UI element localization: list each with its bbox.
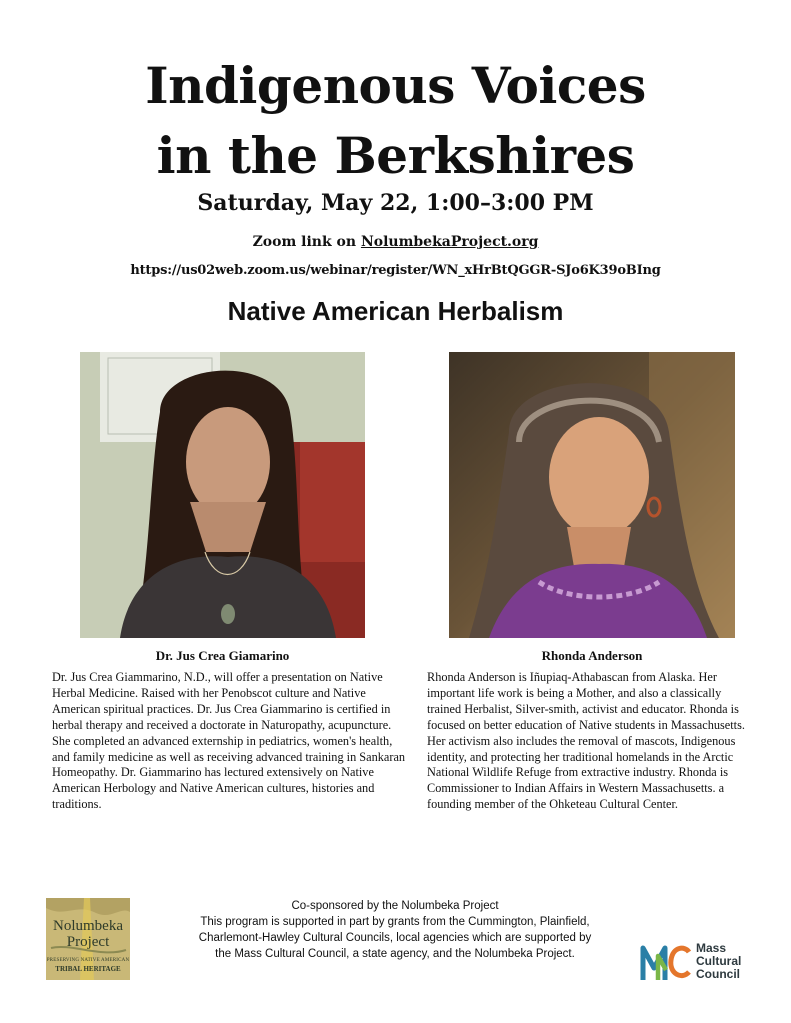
mcc-line2: Cultural (696, 954, 742, 968)
speaker-photo-left (80, 352, 365, 638)
nolumbeka-logo (46, 898, 130, 980)
mcc-line1: Mass (696, 941, 727, 955)
speaker-bio-right (427, 670, 752, 813)
credit-line-3: Charlemont-Hawley Cultural Councils, local agencies which are supported by (198, 932, 592, 944)
speaker-name-left: Dr. Jus Crea Giamarino (155, 648, 290, 663)
mcc-mark-icon (640, 940, 692, 984)
event-title-line1: Indigenous Voices (145, 56, 646, 115)
nolumbeka-logo-line3: PRESERVING NATIVE AMERICAN (46, 958, 130, 963)
bio-text-right: Rhonda Anderson is Iñupiaq-Athabascan from Alaska. Her important life work is being a Mother, and also a classically trained Herbalist, Silver-smith, activist and educator. Rhonda is focused on better education of Native students in Massachusetts. Her activism also includes the removal of mascots, Indigenous identity, and protecting her traditional homelands in the Arctic National Wildlife Refuge from extractive industry. Rhonda is Commissioner to Indian Affairs in Western Massachusetts. a founding member of the Ohketeau Cultural Center. (427, 670, 745, 812)
event-date: Saturday, May 22, 1:00–3:00 PM (197, 190, 594, 216)
nolumbeka-logo-line1: Nolumbeka (53, 918, 123, 934)
credits (150, 898, 640, 962)
nolumbeka-logo-line4: TRIBAL HERITAGE (55, 965, 121, 973)
mcc-line3: Council (696, 967, 740, 981)
speaker-bio-left (52, 670, 412, 813)
credit-line-1: Co-sponsored by the Nolumbeka Project (291, 900, 499, 912)
event-title-line2: in the Berkshires (156, 126, 635, 185)
nolumbeka-logo-line2: Project (66, 934, 110, 950)
speaker-photo-right (449, 352, 735, 638)
session-subtitle: Native American Herbalism (227, 296, 564, 326)
registration-url[interactable]: https://us02web.zoom.us/webinar/register/WN_xHrBtQGGR-SJo6K39oBIng (130, 263, 661, 278)
zoom-link[interactable]: NolumbekaProject.org (360, 234, 539, 250)
speaker-name-right: Rhonda Anderson (541, 648, 643, 663)
zoom-line (0, 234, 791, 250)
bio-text-left: Dr. Jus Crea Giammarino, N.D., will offer a presentation on Native Herbal Medicine. Raised with her Penobscot culture and Native American spiritual practices. Dr. Jus Crea Giammarino is certified in herbal therapy and received a doctorate in Naturopathy, acupuncture. She completed an advanced externship in pediatrics, women's health, and family medicine as well as receiving advanced training in Sankaran Homeopathy. Dr. Giammarino has lectured extensively on Native American Herbology and Native American cultures, histories and traditions. (52, 670, 406, 812)
mass-cultural-council-logo (640, 940, 760, 984)
credit-line-2: This program is supported in part by grants from the Cummington, Plainfield, (200, 916, 590, 928)
zoom-prefix: Zoom link on (252, 234, 361, 250)
credit-line-4: the Mass Cultural Council, a state agency, and the Nolumbeka Project. (215, 948, 575, 960)
